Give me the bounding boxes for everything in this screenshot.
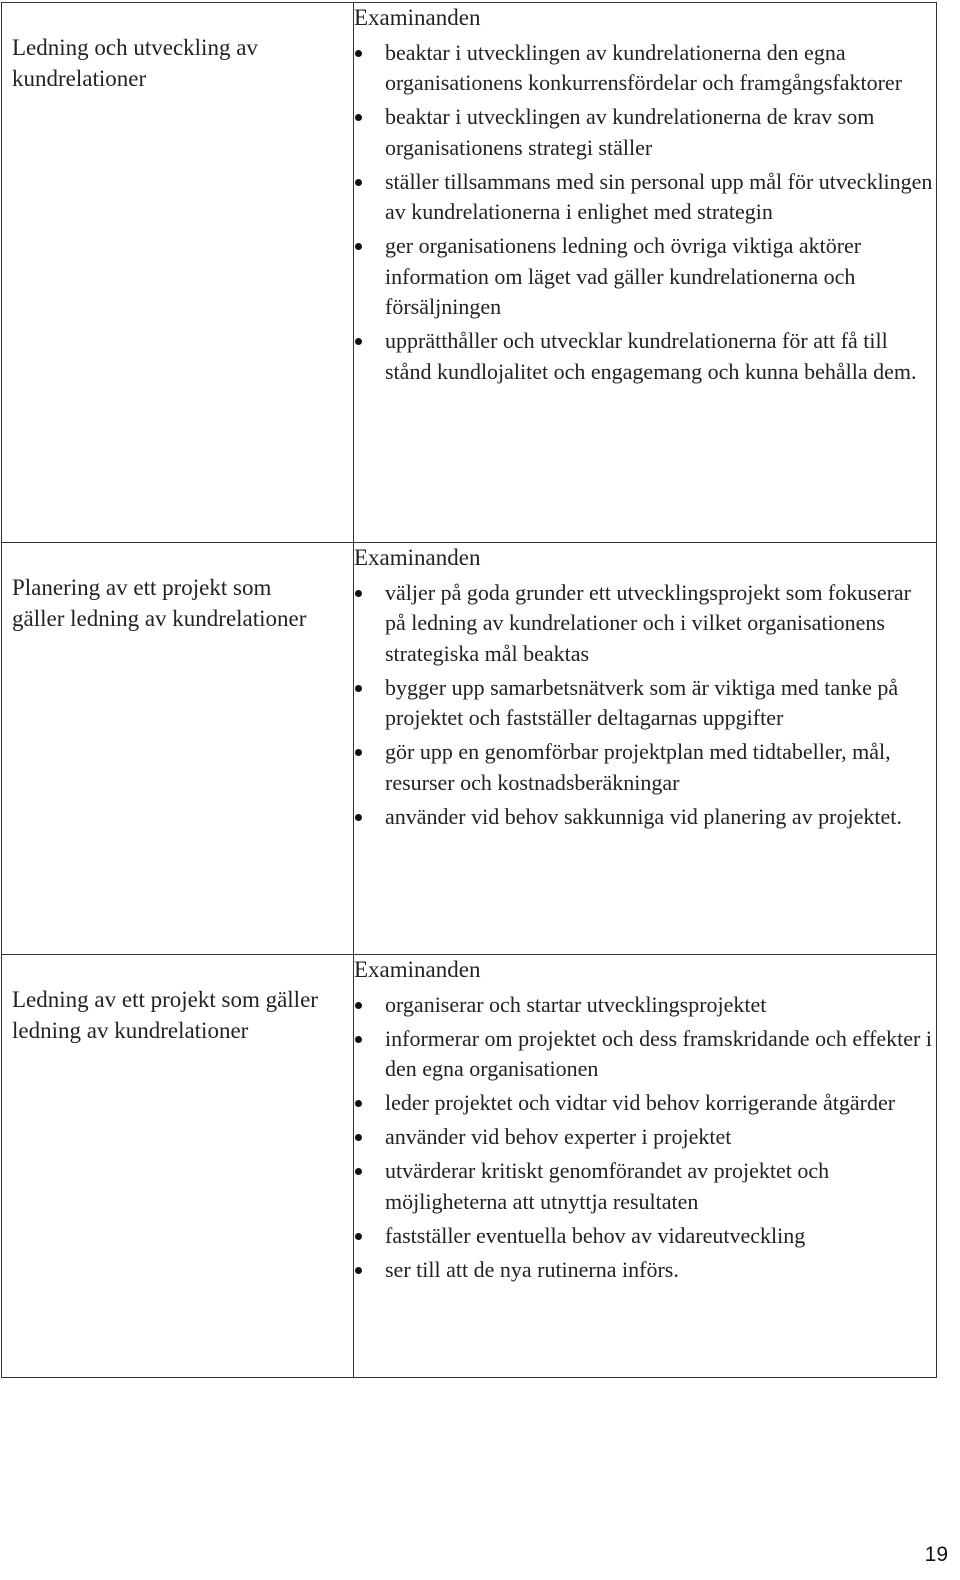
table-row [2,543,937,955]
bullet-icon [355,1134,362,1141]
bullet-icon [355,685,362,692]
list-item [354,990,936,1021]
list-item-text: beaktar i utvecklingen av kundrelationerna de krav som organisationens strategi ställer [385,104,875,160]
bullet-icon [355,1168,362,1175]
list-item [354,673,936,734]
criteria-list [354,990,936,1286]
list-item-text: beaktar i utvecklingen av kundrelationerna den egna organisationens konkurrensfördelar och framgångsfaktorer [385,39,903,95]
list-item-text: använder vid behov experter i projektet [385,1124,732,1149]
list-item [354,578,936,670]
list-item [354,231,936,323]
list-item-text: använder vid behov sakkunniga vid planering av projektet. [385,803,902,829]
bullet-icon [355,50,362,57]
list-item [354,38,936,99]
criteria-lead: Examinanden [354,545,481,570]
criteria-cell [354,3,937,543]
bullet-icon [355,814,362,821]
list-item [354,1088,936,1119]
table-row [2,955,937,1378]
criteria-cell [354,543,937,955]
list-item-text: ser till att de nya rutinerna införs. [385,1256,679,1282]
area-title: Planering av ett projekt som gäller ledning av kundrelationer [12,575,307,631]
criteria-lead: Examinanden [354,957,481,982]
table-row [2,3,937,543]
list-item [354,1221,936,1252]
area-cell [2,3,354,543]
list-item [354,1122,936,1153]
list-item [354,1024,936,1085]
page-number: 19 [924,1543,948,1566]
bullet-icon [355,1002,362,1009]
list-item [354,1255,936,1286]
list-item-text: leder projektet och vidtar vid behov korrigerande åtgärder [385,1090,896,1115]
bullet-icon [355,338,362,345]
list-item [354,167,936,228]
list-item [354,802,936,833]
area-title: Ledning och utveckling av kundrelationer [12,35,258,91]
bullet-icon [355,590,362,597]
list-item-text: fastställer eventuella behov av vidareutveckling [385,1222,806,1248]
bullet-icon [355,243,362,250]
list-item-text: bygger upp samarbetsnätverk som är viktiga med tanke på projektet och fastställer deltagarnas uppgifter [385,674,899,730]
list-item-text: utvärderar kritiskt genomförandet av projektet och möjligheterna att utnyttja resultaten [385,1158,830,1214]
bullet-icon [355,179,362,186]
area-cell [2,543,354,955]
list-item-text: organiserar och startar utvecklingsprojektet [385,991,767,1017]
bullet-icon [355,114,362,121]
list-item [354,326,936,387]
criteria-list [354,578,936,833]
bullet-icon [355,1036,362,1043]
list-item-text: ställer tillsammans med sin personal upp mål för utvecklingen av kundrelationerna i enlighet med strategin [385,168,933,224]
list-item [354,737,936,798]
list-item-text: informerar om projektet och dess framskridande och effekter i den egna organisationen [385,1025,932,1081]
list-item [354,1156,936,1217]
criteria-list [354,38,936,388]
bullet-icon [355,1233,362,1240]
list-item-text: gör upp en genomförbar projektplan med tidtabeller, mål, resurser och kostnadsberäkningar [385,739,891,795]
criteria-table [1,2,937,1378]
area-title: Ledning av ett projekt som gäller ledning av kundrelationer [12,987,318,1043]
bullet-icon [355,1267,362,1274]
list-item-text: ger organisationens ledning och övriga viktiga aktörer information om läget vad gäller kundrelationerna och försäljningen [385,233,862,319]
criteria-cell [354,955,937,1378]
list-item-text: upprätthåller och utvecklar kundrelationerna för att få till stånd kundlojalitet och engagemang och kunna behålla dem. [385,328,917,384]
area-cell [2,955,354,1378]
bullet-icon [355,749,362,756]
criteria-lead: Examinanden [354,5,481,30]
list-item [354,102,936,163]
list-item-text: väljer på goda grunder ett utvecklingsprojekt som fokuserar på ledning av kundrelationer och i vilket organisationens strategiska mål beaktas [385,579,912,666]
bullet-icon [355,1100,362,1107]
